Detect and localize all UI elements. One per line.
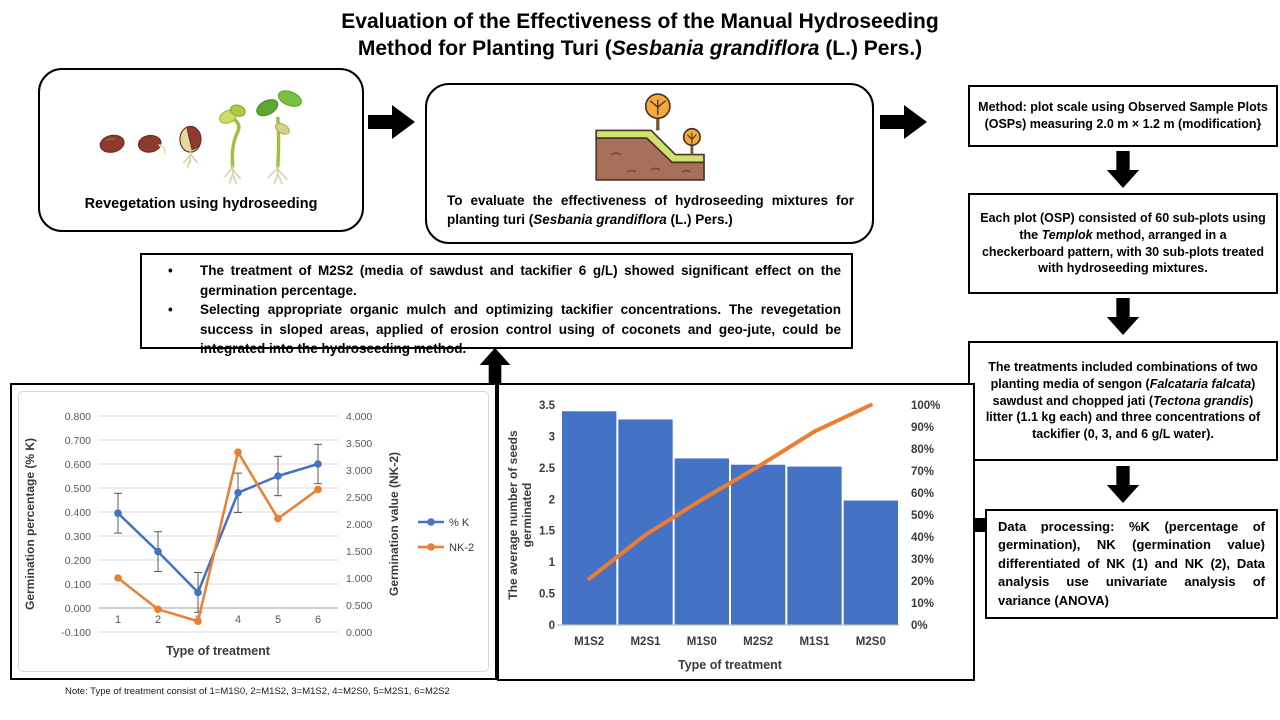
x-tick-label: M2S2 <box>743 636 774 648</box>
y-right-tick-label: 1.000 <box>346 572 373 585</box>
y-right-tick-label: 2.000 <box>346 518 373 531</box>
x-tick-label: 1 <box>114 614 122 626</box>
y-right-tick-label: 90% <box>911 422 935 434</box>
data-point-marker <box>274 472 282 480</box>
x-tick-label: 2 <box>154 614 162 626</box>
x-axis-title: Type of treatment <box>678 658 782 672</box>
data-point-marker <box>154 606 162 614</box>
y-left-tick-label: 0 <box>548 620 555 632</box>
y-right-tick-label: 70% <box>911 466 935 478</box>
y-left-tick-label: 0.100 <box>64 578 91 591</box>
y-left-tick-label: 3 <box>548 431 555 444</box>
y-right-tick-label: 0.500 <box>346 599 373 612</box>
x-tick-label: M2S0 <box>855 636 886 648</box>
data-point-marker <box>154 548 162 556</box>
bar-chart-panel <box>497 383 975 681</box>
y-right-tick-label: 4.000 <box>346 410 373 423</box>
y-right-tick-label: 0.000 <box>346 626 373 639</box>
right-arrow-icon <box>880 103 928 141</box>
legend-label: NK-2 <box>449 542 475 554</box>
page-title <box>0 8 1280 62</box>
y-left-axis-title: Germination percentage (% K) <box>23 437 37 611</box>
arrow-right-1 <box>368 103 416 141</box>
arrow-down-3 <box>1104 466 1142 504</box>
bar <box>787 467 841 625</box>
data-point-marker <box>194 589 202 597</box>
line-chart-frame <box>18 391 489 672</box>
y-right-tick-label: 80% <box>911 444 935 456</box>
x-tick-label: M1S2 <box>574 636 605 648</box>
box-method-treatments <box>968 341 1278 461</box>
y-right-tick-label: 60% <box>911 488 935 500</box>
x-axis-title: Type of treatment <box>166 644 270 658</box>
arrow-down-2 <box>1104 298 1142 336</box>
y-right-tick-label: 100% <box>911 400 941 412</box>
bullet-icon: • <box>168 263 173 278</box>
line-chart-panel <box>10 383 497 680</box>
method-scale-text: Method: plot scale using Observed Sample Plots (OSPs) measuring 2.0 m × 1.2 m (modification} <box>978 100 1268 131</box>
y-right-tick-label: 50% <box>911 510 935 522</box>
x-tick-label: 5 <box>274 614 282 626</box>
x-tick-label: M1S1 <box>799 636 830 648</box>
y-left-tick-label: 0.000 <box>64 602 91 615</box>
title-line-2: Method for Planting Turi (Sesbania grandiflora (L.) Pers.) <box>357 37 923 60</box>
arrow-up-findings <box>477 347 513 383</box>
y-left-tick-label: 0.400 <box>64 506 91 519</box>
y-left-tick-label: 1 <box>548 557 555 570</box>
method-treatments-text: The treatments included combinations of two planting media of sengon (Falcataria falcata) sawdust and chopped jati (Tectona grandis) litter (1.1 kg each) and three concentrations of tackifier (0, 3, and 6 g/L water). <box>985 360 1261 442</box>
y-right-tick-label: 30% <box>911 554 935 566</box>
revegetation-label: Revegetation using hydroseeding <box>84 196 318 212</box>
slope-revegetation-illustration <box>587 93 711 181</box>
y-right-tick-label: 40% <box>911 532 935 544</box>
x-tick-label: M1S0 <box>686 636 717 648</box>
y-left-tick-label: 0.600 <box>64 458 91 471</box>
title-line-1: Evaluation of the Effectiveness of the Manual Hydroseeding <box>341 10 939 33</box>
bar <box>844 501 898 625</box>
box-method-scale <box>968 85 1278 147</box>
y-left-tick-label: 0.500 <box>64 482 91 495</box>
y-right-tick-label: 3.500 <box>346 437 373 450</box>
y-left-tick-label: 2 <box>548 494 555 507</box>
legend-marker <box>427 543 435 551</box>
data-point-marker <box>194 617 202 625</box>
data-point-marker <box>234 489 242 497</box>
germination-line-chart <box>20 394 490 668</box>
down-arrow-icon <box>1104 151 1142 189</box>
box-objective <box>425 83 874 244</box>
y-left-tick-label: 2.5 <box>539 462 555 475</box>
y-right-axis-title: Germination value (NK-2) <box>387 451 401 597</box>
y-right-tick-label: 2.500 <box>346 491 373 504</box>
data-point-marker <box>114 574 122 582</box>
bar <box>562 411 616 625</box>
y-left-tick-label: 0.5 <box>539 588 555 601</box>
down-arrow-icon <box>1104 466 1142 504</box>
y-right-tick-label: 3.000 <box>346 464 373 477</box>
box-method-subplots <box>968 193 1278 294</box>
treatment-note: Note: Type of treatment consist of 1=M1S0, 2=M1S2, 3=M1S2, 4=M2S0, 5=M2S1, 6=M2S2 <box>65 686 450 697</box>
y-right-tick-label: 0% <box>911 620 928 632</box>
box-data-processing <box>985 509 1278 619</box>
bar <box>731 465 785 625</box>
y-axis-title: germinated <box>520 482 534 548</box>
right-arrow-icon <box>368 103 416 141</box>
data-processing-text: Data processing: %K (percentage of germination), NK (germination value) differentiated of NK (1) and NK (2), Data analysis use univariate analysis of variance (ANOVA) <box>998 519 1265 608</box>
seed-germination-illustration <box>88 84 314 184</box>
x-tick-label: 6 <box>314 614 322 626</box>
up-arrow-icon <box>477 347 513 383</box>
bullet-icon: • <box>168 302 173 318</box>
y-left-tick-label: -0.100 <box>61 626 91 639</box>
arrow-right-2 <box>880 103 928 141</box>
bar <box>675 458 729 625</box>
method-subplots-text: Each plot (OSP) consisted of 60 sub-plots using the Templok method, arranged in a checkerboard pattern, with 30 sub-plots treated with hydroseeding mixtures. <box>980 211 1266 276</box>
arrow-down-1 <box>1104 151 1142 189</box>
box-findings <box>140 253 853 357</box>
y-axis-title: The average number of seeds <box>506 430 520 600</box>
y-left-tick-label: 0.700 <box>64 434 91 447</box>
y-left-tick-label: 0.800 <box>64 410 91 423</box>
y-left-tick-label: 0.300 <box>64 530 91 543</box>
down-arrow-icon <box>1104 298 1142 336</box>
data-point-marker <box>314 460 322 468</box>
data-point-marker <box>274 515 282 523</box>
y-left-tick-label: 0.200 <box>64 554 91 567</box>
data-point-marker <box>114 509 122 517</box>
seeds-pareto-chart <box>501 387 973 679</box>
objective-text: To evaluate the effectiveness of hydroseeding mixtures for planting turi (Sesbania grandiflora (L.) Pers.) <box>447 192 854 228</box>
data-point-marker <box>314 486 322 494</box>
legend-marker <box>427 518 435 526</box>
legend-label: % K <box>449 517 470 529</box>
box-revegetation <box>38 68 364 232</box>
data-point-marker <box>234 448 242 456</box>
y-left-tick-label: 1.5 <box>539 525 555 538</box>
y-right-tick-label: 10% <box>911 598 935 610</box>
finding-item: • The treatment of M2S2 (media of sawdust and tackifier 6 g/L) showed significant effect on the germination percentage. <box>168 263 841 298</box>
y-right-tick-label: 1.500 <box>346 545 373 558</box>
x-tick-label: 4 <box>234 614 242 626</box>
series-line <box>118 464 318 592</box>
y-right-tick-label: 20% <box>911 576 935 588</box>
finding-item: • Selecting appropriate organic mulch and optimizing tackifier concentrations. The revegetation success in sloped areas, applied of erosion control using of coconets and geo-jute, could be integrated into the hydroseeding method. <box>168 302 841 357</box>
series-line <box>118 452 318 621</box>
x-tick-label: M2S1 <box>630 636 661 648</box>
y-left-tick-label: 3.5 <box>539 400 555 412</box>
